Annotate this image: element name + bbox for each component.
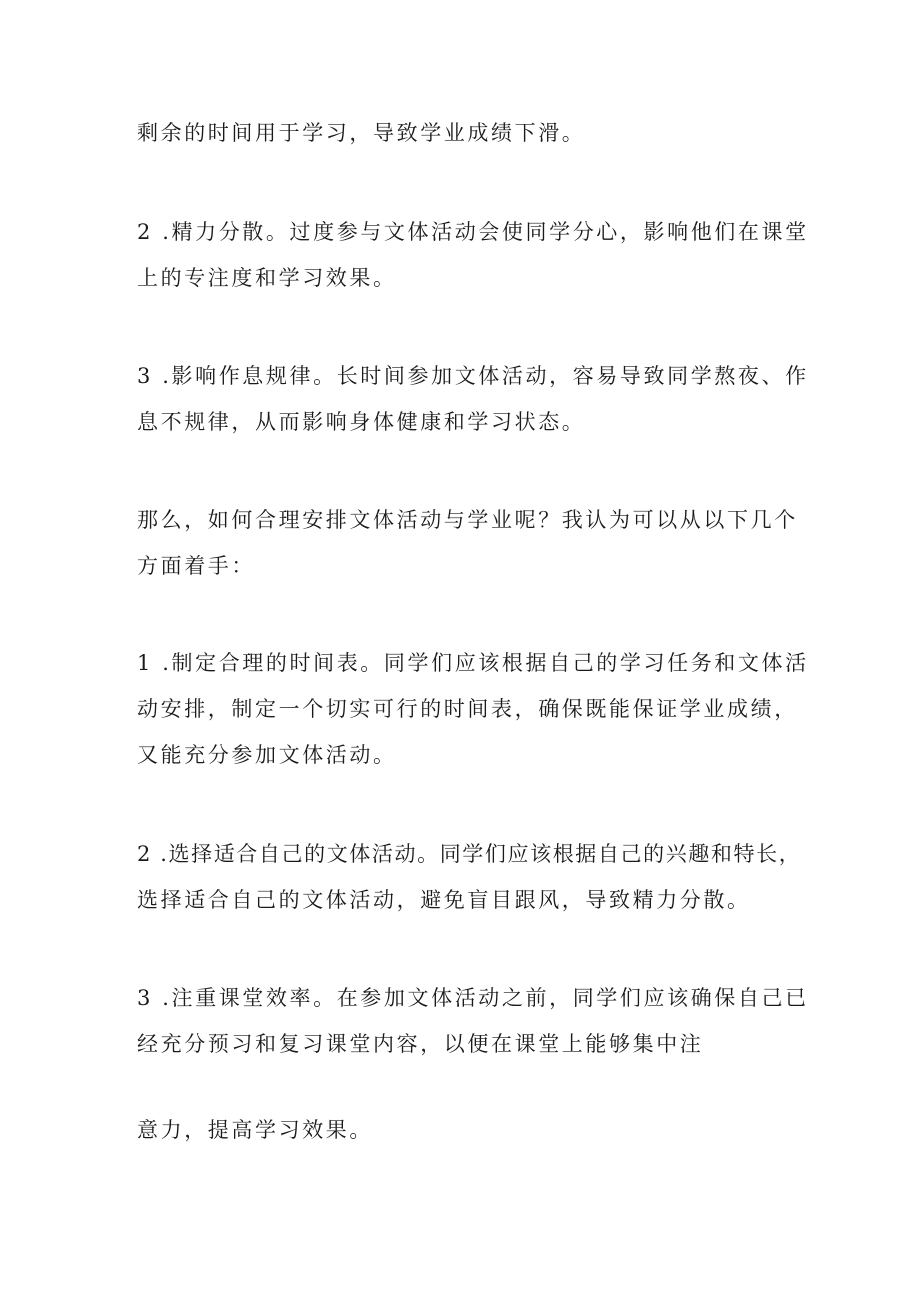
text-line: 剩余的时间用于学习，导致学业成绩下滑。 <box>137 121 586 145</box>
text-line: 选择适合自己的文体活动，避免盲目跟风，导致精力分散。 <box>137 888 751 912</box>
text-line: 动安排，制定一个切实可行的时间表，确保既能保证学业成绩， <box>137 697 798 721</box>
text-line: 经充分预习和复习课堂内容，以便在课堂上能够集中注 <box>137 1032 704 1056</box>
text-line: 2 .选择适合自己的文体活动。同学们应该根据自己的兴趣和特长， <box>137 842 802 866</box>
text-line: 3 .注重课堂效率。在参加文体活动之前，同学们应该确保自己已 <box>137 986 809 1010</box>
text-line: 又能充分参加文体活动。 <box>137 743 397 767</box>
text-line: 3 .影响作息规律。长时间参加文体活动，容易导致同学熬夜、作 <box>137 364 809 388</box>
text-line: 息不规律，从而影响身体健康和学习状态。 <box>137 410 586 434</box>
text-line: 意力，提高学习效果。 <box>137 1118 373 1142</box>
text-line: 1 .制定合理的时间表。同学们应该根据自己的学习任务和文体活 <box>137 651 809 675</box>
text-line: 方面着手： <box>137 554 255 578</box>
text-line: 那么，如何合理安排文体活动与学业呢？我认为可以从以下几个 <box>137 508 798 532</box>
text-line: 2 .精力分散。过度参与文体活动会使同学分心，影响他们在课堂 <box>137 220 809 244</box>
text-line: 上的专注度和学习效果。 <box>137 266 397 290</box>
